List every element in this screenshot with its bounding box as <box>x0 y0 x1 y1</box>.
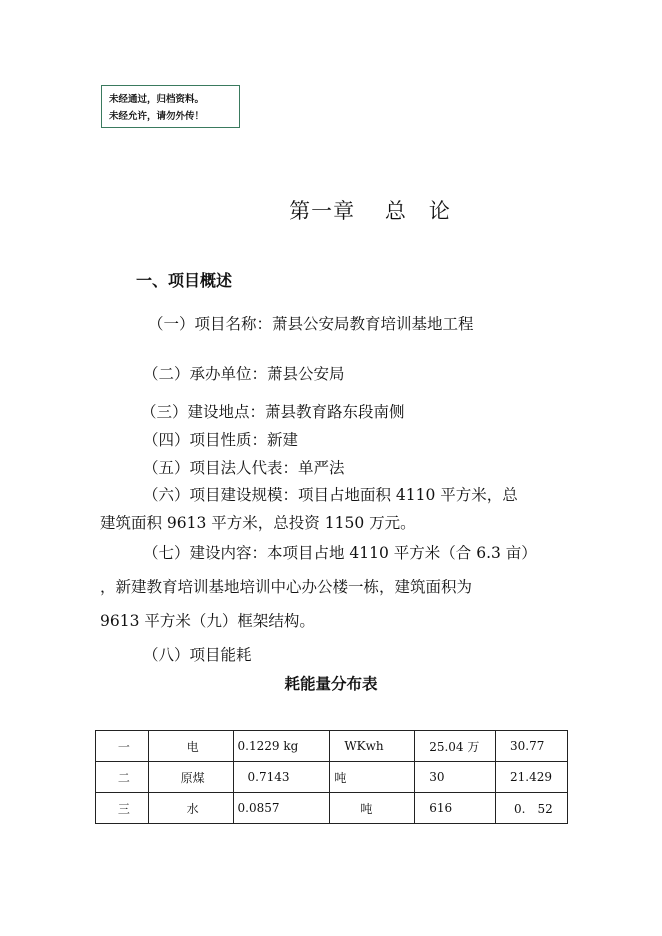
table-cell: 吨 <box>330 793 415 824</box>
table-cell: 30.77 <box>496 731 568 762</box>
table-cell: 二 <box>96 762 149 793</box>
item-energy: （八）项目能耗 <box>143 646 252 664</box>
table-row <box>96 793 568 824</box>
table-cell: 0.7143 <box>233 762 330 793</box>
confidential-stamp <box>101 85 240 128</box>
item-nature: （四）项目性质：新建 <box>143 431 299 449</box>
item-content-line-1: （七）建设内容：本项目占地 4110 平方米（合 6.3 亩） <box>143 544 537 562</box>
table-cell: 原煤 <box>148 762 233 793</box>
table-cell: 水 <box>148 793 233 824</box>
item-scale-line-1: （六）项目建设规模：项目占地面积 4110 平方米，总 <box>143 486 518 504</box>
energy-table <box>95 730 568 824</box>
table-row <box>96 731 568 762</box>
table-cell: 吨 <box>330 762 415 793</box>
table-cell: 21.429 <box>496 762 568 793</box>
table-cell: 0.0857 <box>233 793 330 824</box>
table-cell: 0. 52 <box>496 793 568 824</box>
stamp-line-2: 未经允许，请勿外传！ <box>109 111 205 122</box>
table-caption: 耗能量分布表 <box>284 675 378 693</box>
item-content-line-2: ，新建教育培训基地培训中心办公楼一栋，建筑面积为 <box>100 578 473 596</box>
table-cell: 0.1229 kg <box>233 731 330 762</box>
table-cell: 30 <box>415 762 496 793</box>
table-row <box>96 762 568 793</box>
table-cell: 电 <box>148 731 233 762</box>
stamp-line-1: 未经通过，归档资料。 <box>109 94 205 105</box>
item-scale-line-2: 建筑面积 9613 平方米，总投资 1150 万元。 <box>100 514 416 532</box>
item-content-line-3: 9613 平方米（九）框架结构。 <box>100 612 315 630</box>
chapter-title: 第一章 总 论 <box>289 199 451 223</box>
item-host-unit: （二）承办单位：萧县公安局 <box>143 365 345 383</box>
item-location: （三）建设地点：萧县教育路东段南侧 <box>141 403 405 421</box>
item-project-name: （一）项目名称：萧县公安局教育培训基地工程 <box>148 315 474 333</box>
table-cell: 一 <box>96 731 149 762</box>
section-title: 一、项目概述 <box>136 271 233 290</box>
table-cell: 三 <box>96 793 149 824</box>
table-cell: WKwh <box>330 731 415 762</box>
table-cell: 25.04 万 <box>415 731 496 762</box>
table-cell: 616 <box>415 793 496 824</box>
item-legal-rep: （五）项目法人代表：单严法 <box>143 459 345 477</box>
